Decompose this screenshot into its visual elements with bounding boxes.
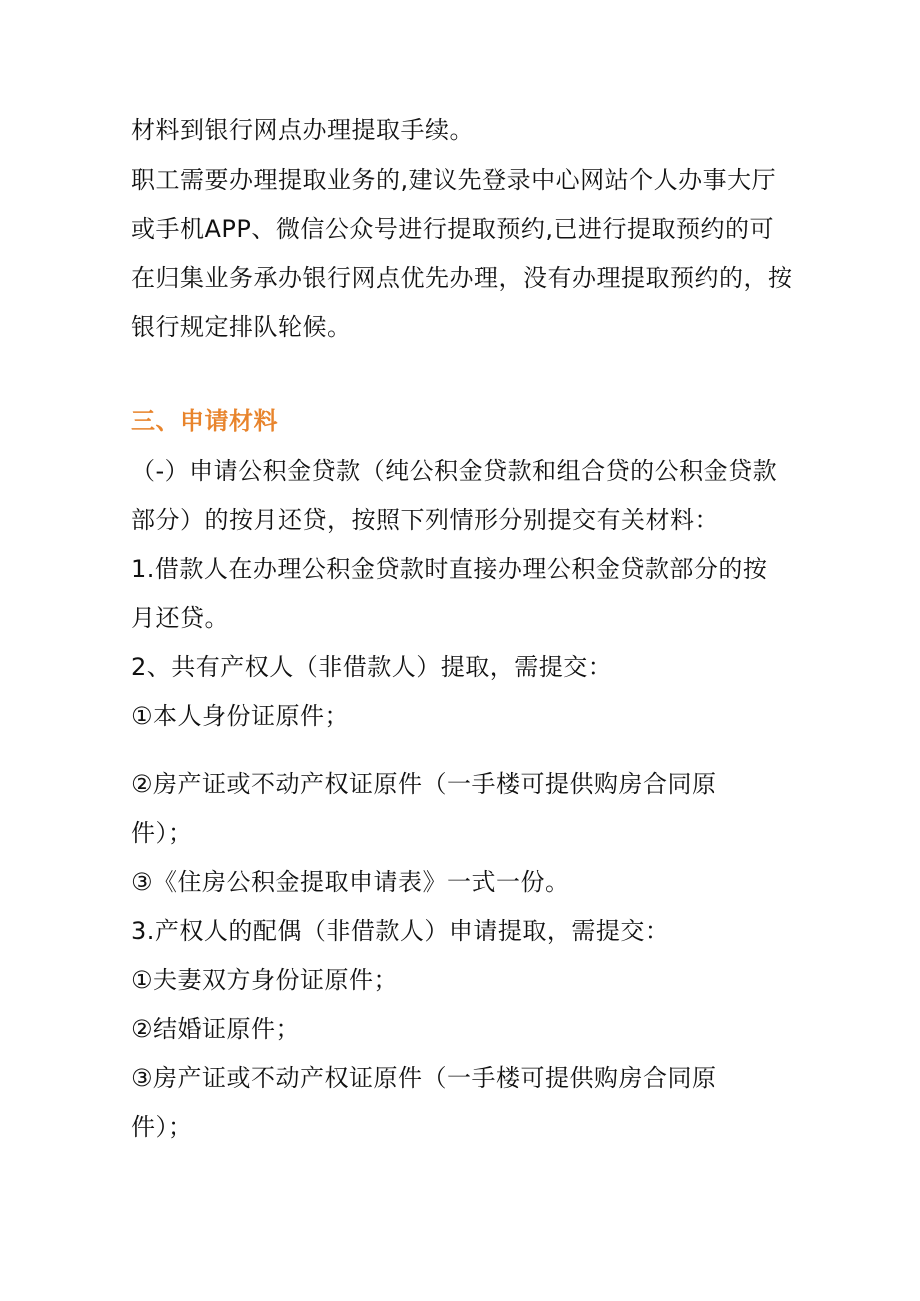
text-line: 月还贷。 <box>131 604 229 632</box>
text-line: 部分）的按月还贷，按照下列情形分别提交有关材料： <box>131 506 719 534</box>
text-line: 1.借款人在办理公积金贷款时直接办理公积金贷款部分的按 <box>131 555 768 583</box>
text-line: 材料到银行网点办理提取手续。 <box>131 116 474 144</box>
text-line: 职工需要办理提取业务的,建议先登录中心网站个人办事大厅 <box>131 166 777 194</box>
text-line: （-）申请公积金贷款（纯公积金贷款和组合贷的公积金贷款 <box>131 457 778 485</box>
text-line: 件）； <box>131 819 193 847</box>
text-line: 3.产权人的配偶（非借款人）申请提取，需提交： <box>131 917 670 945</box>
list-item: ①夫妻双方身份证原件； <box>131 966 399 994</box>
list-item: ③《住房公积金提取申请表》一式一份。 <box>131 868 570 896</box>
list-item: ③房产证或不动产权证原件（一手楼可提供购房合同原 <box>131 1064 717 1092</box>
section-heading: 三、申请材料 <box>131 407 278 435</box>
text-line: 银行规定排队轮候。 <box>131 313 352 341</box>
list-item: ①本人身份证原件； <box>131 702 350 730</box>
text-line: 2、共有产权人（非借款人）提取，需提交： <box>131 653 613 681</box>
text-line: 在归集业务承办银行网点优先办理，没有办理提取预约的，按 <box>131 264 793 292</box>
text-line: 或手机APP、微信公众号进行提取预约,已进行提取预约的可 <box>131 215 774 243</box>
list-item: ②结婚证原件； <box>131 1015 301 1043</box>
text-line: 件）； <box>131 1113 193 1141</box>
list-item: ②房产证或不动产权证原件（一手楼可提供购房合同原 <box>131 770 717 798</box>
